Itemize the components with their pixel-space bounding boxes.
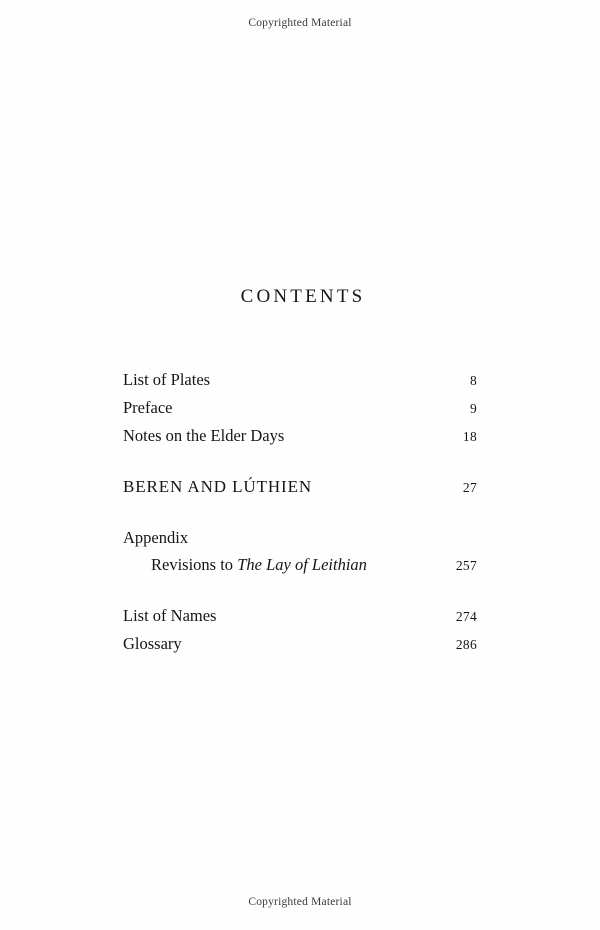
toc-entry-list-of-plates[interactable] — [123, 366, 477, 394]
toc-entry-preface[interactable] — [123, 394, 477, 422]
toc-entry-page: 257 — [455, 557, 477, 573]
toc-entry-page: 18 — [462, 428, 477, 444]
toc-entry-label: BEREN AND LÚTHIEN — [123, 476, 313, 496]
copyright-watermark-bottom: Copyrighted Material — [248, 896, 352, 908]
toc-entry-page: 274 — [455, 608, 477, 624]
toc-entry-label: Glossary — [123, 633, 182, 653]
toc-entry-label-italic: The Lay of Leithian — [237, 554, 367, 574]
copyright-watermark-top: Copyrighted Material — [248, 17, 352, 29]
toc-entry-beren-and-luthien[interactable] — [123, 473, 477, 501]
toc-entry-page: 9 — [469, 400, 477, 416]
toc-entry-glossary[interactable] — [123, 630, 477, 658]
toc-group-front-matter — [123, 366, 477, 450]
toc-list — [123, 366, 477, 658]
page-title: CONTENTS — [240, 286, 366, 307]
toc-entry-revisions-to-the-lay-of-leithian[interactable] — [123, 551, 477, 579]
toc-entry-notes-on-the-elder-days[interactable] — [123, 422, 477, 450]
toc-entry-label: List of Plates — [123, 369, 211, 389]
toc-entry-label: List of Names — [123, 605, 217, 625]
toc-group-appendix — [123, 524, 477, 579]
toc-entry-label: Notes on the Elder Days — [123, 425, 285, 445]
toc-entry-label — [123, 553, 367, 577]
toc-entry-label: Appendix — [123, 527, 189, 547]
toc-group-main-work — [123, 473, 477, 501]
toc-group-back-matter — [123, 602, 477, 658]
table-of-contents — [0, 286, 600, 658]
toc-entry-label: Preface — [123, 397, 173, 417]
toc-entry-page: 286 — [455, 636, 477, 652]
toc-entry-label-plain: Revisions to — [151, 554, 238, 574]
toc-entry-page: 8 — [469, 372, 477, 388]
toc-entry-appendix[interactable] — [123, 524, 477, 551]
toc-entry-list-of-names[interactable] — [123, 602, 477, 630]
toc-entry-page: 27 — [462, 479, 477, 495]
